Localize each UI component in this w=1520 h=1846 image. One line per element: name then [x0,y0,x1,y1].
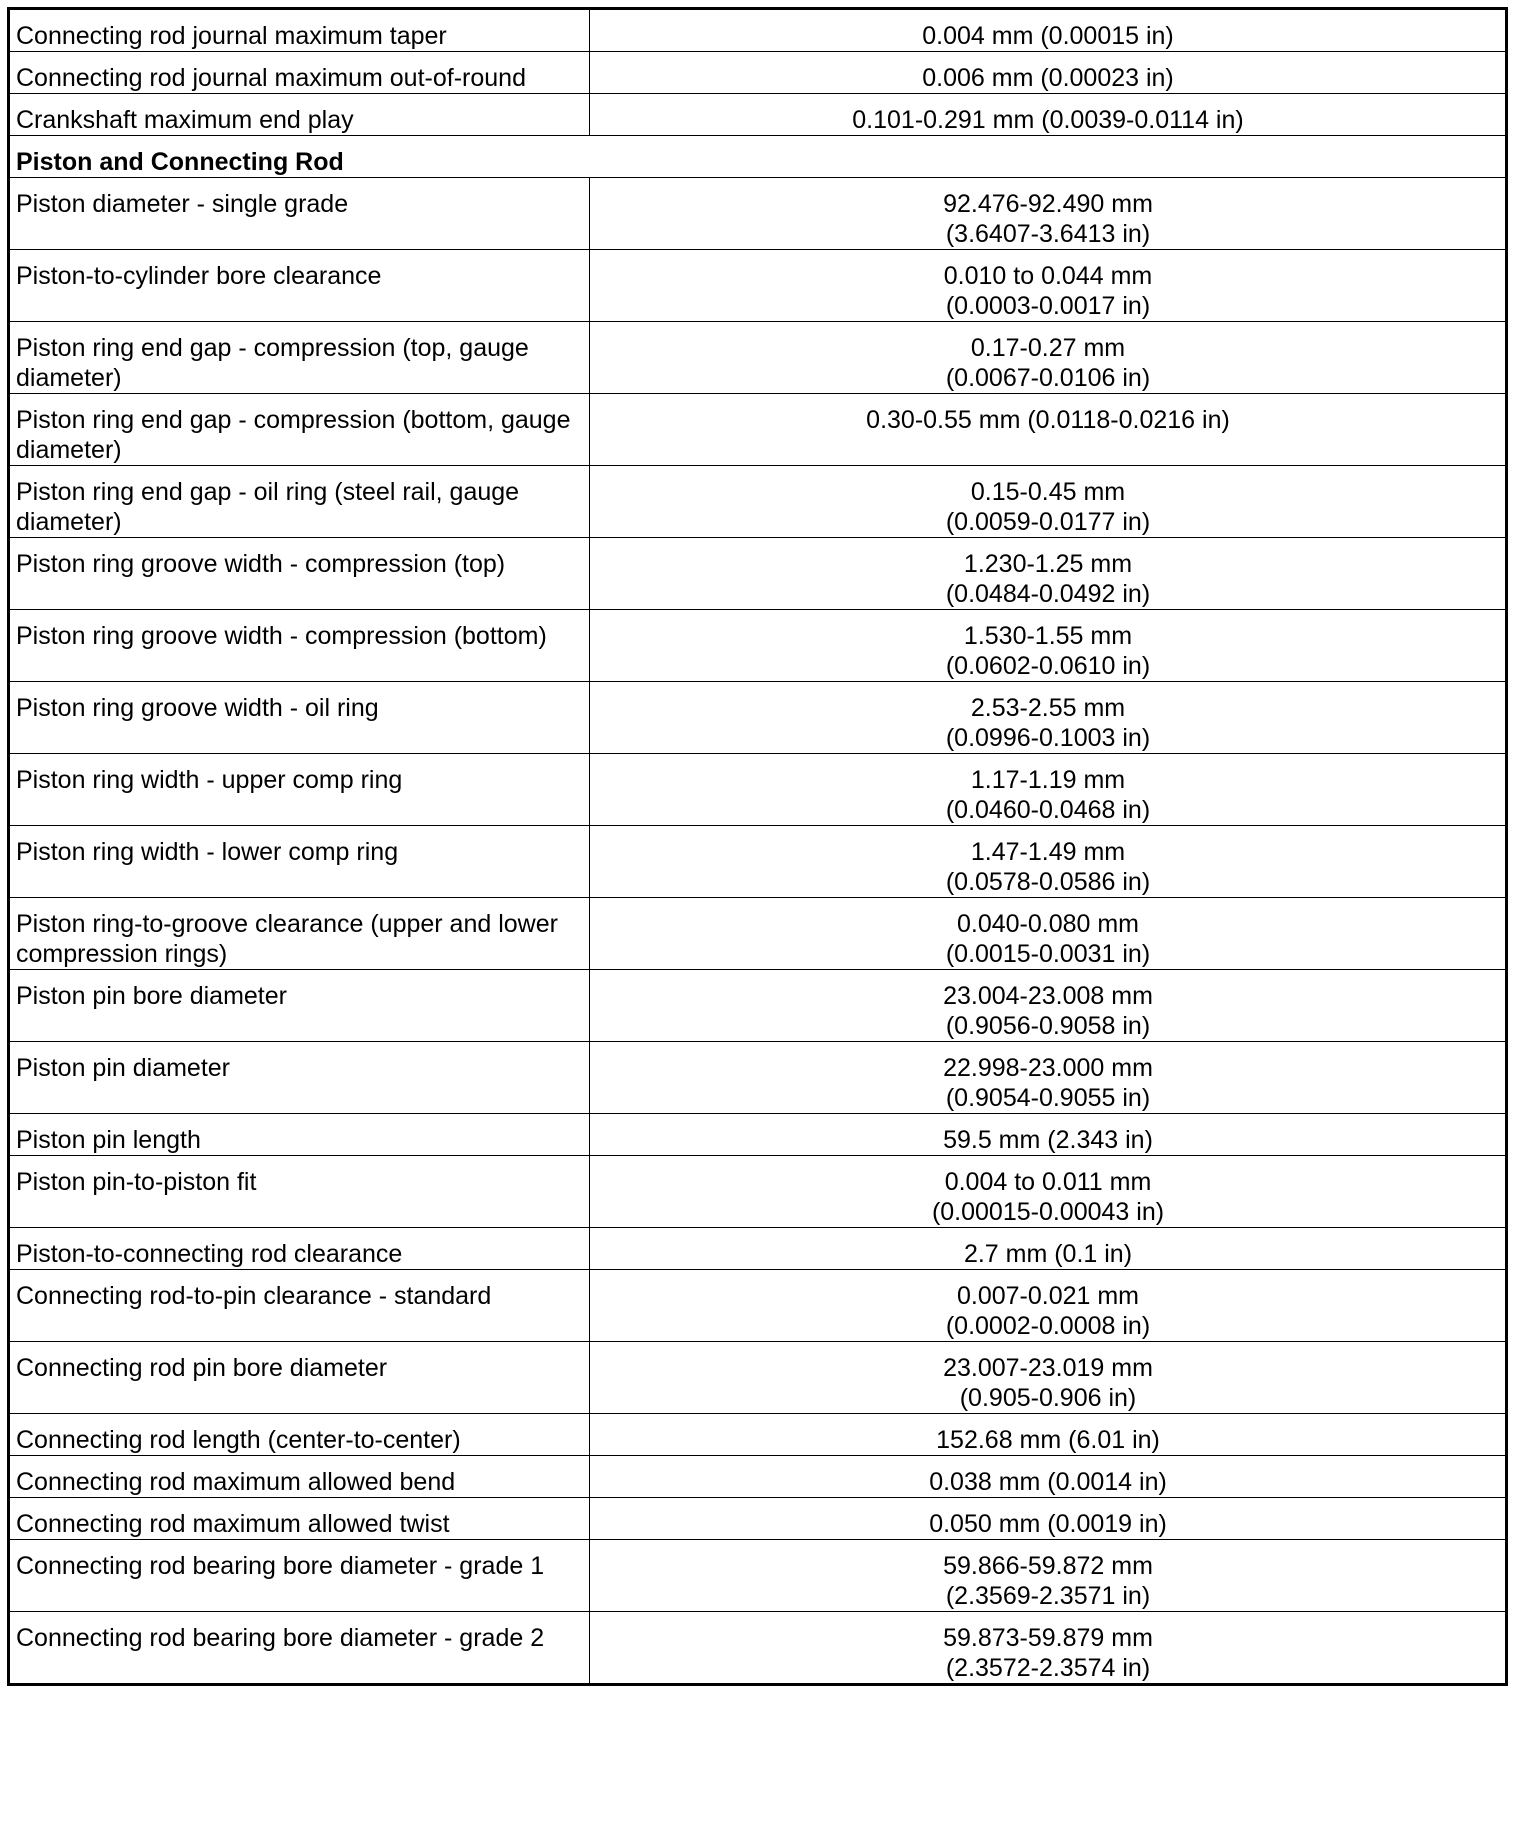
spec-row [9,970,1507,1042]
spec-value-line: 0.007-0.021 mm [956,1282,1140,1310]
spec-value-line: (0.0003-0.0017 in) [945,292,1151,320]
spec-row [9,178,1507,250]
spec-value [590,826,1507,898]
spec-label: Connecting rod journal maximum out-of-round [9,52,590,94]
spec-value-line: 1.530-1.55 mm [963,622,1133,650]
spec-value [590,322,1507,394]
spec-value [590,610,1507,682]
spec-row [9,9,1507,52]
spec-value [590,250,1507,322]
spec-value [590,1414,1507,1456]
spec-label: Piston pin diameter [9,1042,590,1114]
spec-label: Piston ring width - upper comp ring [9,754,590,826]
spec-row [9,754,1507,826]
spec-label: Connecting rod bearing bore diameter - grade 2 [9,1612,590,1685]
spec-value [590,682,1507,754]
spec-value [590,1228,1507,1270]
spec-label: Piston ring groove width - oil ring [9,682,590,754]
spec-value [590,970,1507,1042]
spec-value [590,1270,1507,1342]
spec-row [9,466,1507,538]
spec-value-line: 0.004 mm (0.00015 in) [922,22,1174,50]
spec-value [590,394,1507,466]
spec-value-line: 59.5 mm (2.343 in) [943,1126,1153,1154]
spec-value-line: (3.6407-3.6413 in) [945,220,1151,248]
spec-value-line: (0.0996-0.1003 in) [945,724,1151,752]
spec-value-line: 2.53-2.55 mm [970,694,1126,722]
spec-value [590,1612,1507,1685]
spec-value-line: (0.0460-0.0468 in) [945,796,1151,824]
section-title: Piston and Connecting Rod [9,136,1507,178]
spec-row [9,1270,1507,1342]
spec-value-line: 2.7 mm (0.1 in) [963,1240,1133,1268]
spec-value [590,1156,1507,1228]
spec-value [590,1498,1507,1540]
spec-row [9,1414,1507,1456]
spec-label: Connecting rod maximum allowed twist [9,1498,590,1540]
section-header-row [9,136,1507,178]
spec-value-line: 92.476-92.490 mm [943,190,1153,218]
spec-row [9,826,1507,898]
spec-value-line: 0.040-0.080 mm [956,910,1140,938]
spec-label: Piston ring-to-groove clearance (upper and lower compression rings) [9,898,590,970]
spec-value-line: 23.004-23.008 mm [943,982,1153,1010]
spec-value-line: (0.0578-0.0586 in) [945,868,1151,896]
spec-value-line: (0.9054-0.9055 in) [945,1084,1151,1112]
spec-value-line: 0.006 mm (0.00023 in) [922,64,1174,92]
spec-row [9,1156,1507,1228]
spec-row [9,610,1507,682]
spec-value [590,898,1507,970]
spec-row [9,52,1507,94]
spec-value [590,466,1507,538]
spec-value [590,9,1507,52]
specifications-table [7,7,1508,1686]
spec-value-line: 0.010 to 0.044 mm [943,262,1153,290]
spec-label: Piston diameter - single grade [9,178,590,250]
spec-value-line: (2.3572-2.3574 in) [945,1654,1151,1682]
spec-row [9,1456,1507,1498]
spec-row [9,1612,1507,1685]
spec-label: Piston ring groove width - compression (bottom) [9,610,590,682]
spec-value-line: 0.30-0.55 mm (0.0118-0.0216 in) [866,406,1230,434]
spec-label: Piston pin-to-piston fit [9,1156,590,1228]
spec-label: Piston ring groove width - compression (top) [9,538,590,610]
spec-row [9,94,1507,136]
spec-label: Connecting rod pin bore diameter [9,1342,590,1414]
spec-value-line: (0.9056-0.9058 in) [945,1012,1151,1040]
spec-row [9,1498,1507,1540]
spec-value [590,1342,1507,1414]
spec-value-line: 1.230-1.25 mm [963,550,1133,578]
spec-value-line: 152.68 mm (6.01 in) [936,1426,1160,1454]
spec-value-line: (0.00015-0.00043 in) [931,1198,1165,1226]
spec-label: Piston ring width - lower comp ring [9,826,590,898]
spec-row [9,898,1507,970]
spec-label: Connecting rod maximum allowed bend [9,1456,590,1498]
spec-value-line: 0.101-0.291 mm (0.0039-0.0114 in) [852,106,1244,134]
spec-value [590,178,1507,250]
spec-row [9,322,1507,394]
spec-value-line: 0.15-0.45 mm [970,478,1126,506]
spec-value-line: 59.866-59.872 mm [943,1552,1153,1580]
spec-value-line: 1.47-1.49 mm [970,838,1126,866]
spec-label: Connecting rod length (center-to-center) [9,1414,590,1456]
spec-value [590,754,1507,826]
spec-value [590,1114,1507,1156]
spec-label: Connecting rod bearing bore diameter - grade 1 [9,1540,590,1612]
spec-value-line: (0.0059-0.0177 in) [945,508,1151,536]
spec-value [590,1456,1507,1498]
spec-row [9,1114,1507,1156]
spec-value-line: (0.905-0.906 in) [959,1384,1137,1412]
spec-value-line: 23.007-23.019 mm [943,1354,1153,1382]
spec-value [590,52,1507,94]
spec-label: Piston ring end gap - compression (bottom, gauge diameter) [9,394,590,466]
spec-label: Piston ring end gap - oil ring (steel rail, gauge diameter) [9,466,590,538]
spec-value-line: (0.0484-0.0492 in) [945,580,1151,608]
spec-row [9,1228,1507,1270]
spec-value [590,538,1507,610]
spec-row [9,1540,1507,1612]
spec-label: Piston ring end gap - compression (top, gauge diameter) [9,322,590,394]
spec-label: Connecting rod journal maximum taper [9,9,590,52]
spec-value-line: 0.038 mm (0.0014 in) [929,1468,1167,1496]
spec-value-line: (0.0002-0.0008 in) [945,1312,1151,1340]
specifications-table-body [9,9,1507,1685]
spec-value [590,1540,1507,1612]
spec-row [9,682,1507,754]
spec-row [9,538,1507,610]
spec-label: Piston-to-cylinder bore clearance [9,250,590,322]
spec-value-line: 0.004 to 0.011 mm [944,1168,1152,1196]
spec-value-line: (0.0015-0.0031 in) [945,940,1151,968]
spec-label: Piston pin length [9,1114,590,1156]
spec-label: Piston-to-connecting rod clearance [9,1228,590,1270]
spec-row [9,394,1507,466]
spec-label: Piston pin bore diameter [9,970,590,1042]
spec-row [9,250,1507,322]
spec-value-line: 59.873-59.879 mm [943,1624,1153,1652]
spec-value-line: 22.998-23.000 mm [943,1054,1153,1082]
spec-label: Crankshaft maximum end play [9,94,590,136]
spec-value [590,1042,1507,1114]
spec-value-line: (0.0067-0.0106 in) [945,364,1151,392]
spec-value-line: (0.0602-0.0610 in) [945,652,1151,680]
spec-value-line: 0.17-0.27 mm [970,334,1126,362]
spec-value [590,94,1507,136]
spec-row [9,1042,1507,1114]
spec-label: Connecting rod-to-pin clearance - standard [9,1270,590,1342]
spec-value-line: 1.17-1.19 mm [970,766,1126,794]
spec-value-line: 0.050 mm (0.0019 in) [929,1510,1167,1538]
spec-value-line: (2.3569-2.3571 in) [945,1582,1151,1610]
spec-row [9,1342,1507,1414]
